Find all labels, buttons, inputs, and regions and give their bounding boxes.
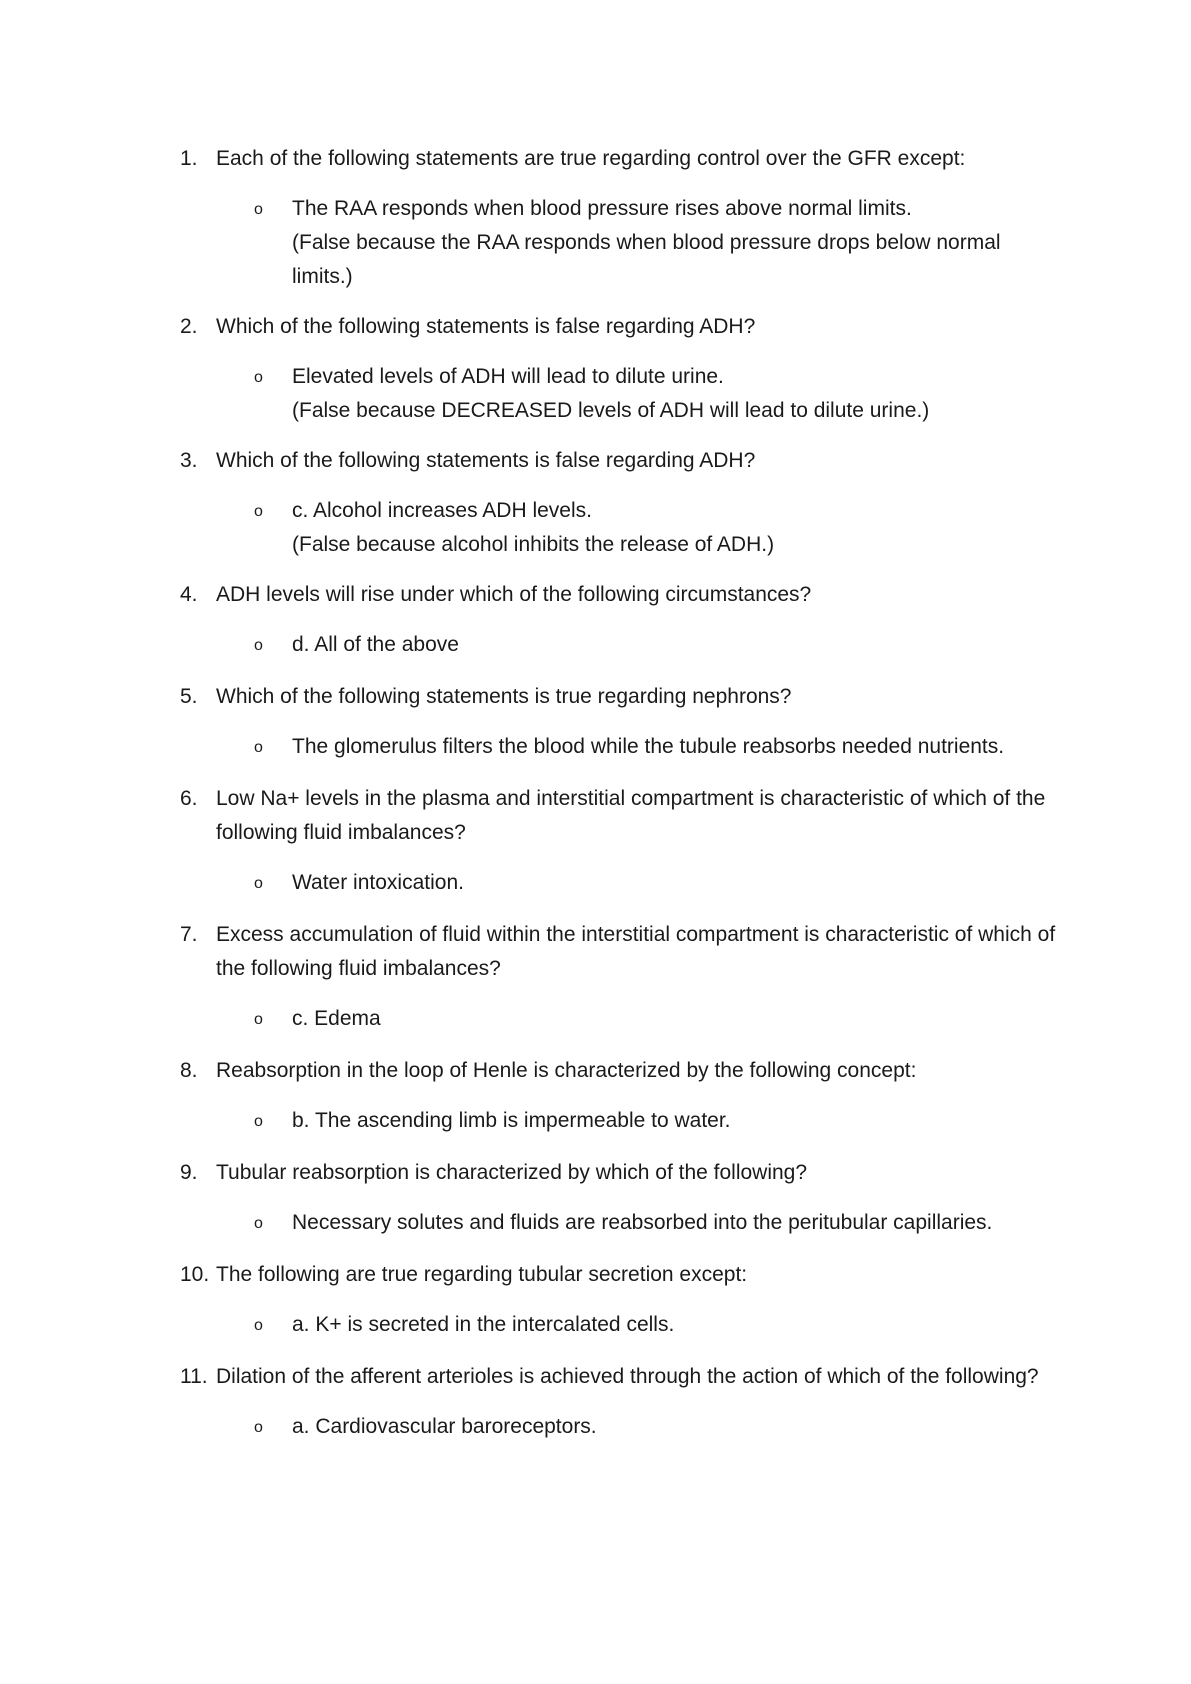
answer-text: Elevated levels of ADH will lead to dilute urine. <box>292 365 724 388</box>
answer <box>252 494 1060 562</box>
bullet-icon: o <box>254 1317 263 1334</box>
answer-text: Water intoxication. <box>292 871 464 894</box>
bullet-icon: o <box>254 1011 263 1028</box>
question-text: Tubular reabsorption is characterized by which of the following? <box>216 1161 808 1184</box>
bullet-icon: o <box>254 875 263 892</box>
answer <box>252 628 1060 664</box>
question-text: Which of the following statements is false regarding ADH? <box>216 449 756 472</box>
question-item <box>180 1054 1060 1140</box>
bullet-icon: o <box>254 1419 263 1436</box>
bullet-icon: o <box>254 201 263 218</box>
question-number: 5. <box>180 685 198 708</box>
question-text: Low Na+ levels in the plasma and interstitial compartment is characteristic of which of the following fluid imbalances? <box>216 787 1046 844</box>
answer-text: d. All of the above <box>292 633 459 656</box>
answer-explanation: (False because DECREASED levels of ADH will lead to dilute urine.) <box>292 399 930 422</box>
answer-text: b. The ascending limb is impermeable to water. <box>292 1109 731 1132</box>
answer-text: The glomerulus filters the blood while the tubule reabsorbs needed nutrients. <box>292 735 1005 758</box>
bullet-icon: o <box>254 1113 263 1130</box>
bullet-icon: o <box>254 1215 263 1232</box>
question-item <box>180 680 1060 766</box>
answer <box>252 1206 1060 1242</box>
question-item <box>180 1258 1060 1344</box>
question-number: 7. <box>180 923 198 946</box>
question-item <box>180 918 1060 1038</box>
answer <box>252 1410 1060 1446</box>
question-list <box>180 142 1060 1462</box>
question-number: 4. <box>180 583 198 606</box>
bullet-icon: o <box>254 369 263 386</box>
question-text: Which of the following statements is true regarding nephrons? <box>216 685 792 708</box>
question-number: 3. <box>180 449 198 472</box>
answer-text: a. Cardiovascular baroreceptors. <box>292 1415 597 1438</box>
answer-explanation: (False because the RAA responds when blood pressure drops below normal limits.) <box>292 231 1001 288</box>
question-text: Reabsorption in the loop of Henle is characterized by the following concept: <box>216 1059 917 1082</box>
answer-text: Necessary solutes and fluids are reabsorbed into the peritubular capillaries. <box>292 1211 993 1234</box>
question-number: 11. <box>180 1365 208 1388</box>
answer-text: a. K+ is secreted in the intercalated cells. <box>292 1313 675 1336</box>
question-item <box>180 142 1060 294</box>
bullet-icon: o <box>254 637 263 654</box>
question-text: Which of the following statements is false regarding ADH? <box>216 315 756 338</box>
answer <box>252 730 1060 766</box>
question-item <box>180 444 1060 562</box>
answer <box>252 192 1060 294</box>
question-item <box>180 1360 1060 1446</box>
question-number: 6. <box>180 787 198 810</box>
question-number: 1. <box>180 147 198 170</box>
question-item <box>180 782 1060 902</box>
bullet-icon: o <box>254 739 263 756</box>
answer-text: c. Edema <box>292 1007 381 1030</box>
answer <box>252 866 1060 902</box>
answer <box>252 1104 1060 1140</box>
question-number: 9. <box>180 1161 198 1184</box>
question-text: Excess accumulation of fluid within the interstitial compartment is characteristic of which of the following fluid imbalances? <box>216 923 1056 980</box>
question-item <box>180 310 1060 428</box>
question-number: 2. <box>180 315 198 338</box>
question-text: The following are true regarding tubular secretion except: <box>216 1263 748 1286</box>
answer-explanation: (False because alcohol inhibits the release of ADH.) <box>292 533 775 556</box>
answer-text: c. Alcohol increases ADH levels. <box>292 499 592 522</box>
question-text: ADH levels will rise under which of the following circumstances? <box>216 583 812 606</box>
question-item <box>180 578 1060 664</box>
question-number: 8. <box>180 1059 198 1082</box>
answer-text: The RAA responds when blood pressure rises above normal limits. <box>292 197 912 220</box>
question-item <box>180 1156 1060 1242</box>
question-text: Each of the following statements are true regarding control over the GFR except: <box>216 147 966 170</box>
question-number: 10. <box>180 1263 210 1286</box>
answer <box>252 360 1060 428</box>
answer <box>252 1002 1060 1038</box>
bullet-icon: o <box>254 503 263 520</box>
question-text: Dilation of the afferent arterioles is achieved through the action of which of the following? <box>216 1365 1039 1388</box>
answer <box>252 1308 1060 1344</box>
